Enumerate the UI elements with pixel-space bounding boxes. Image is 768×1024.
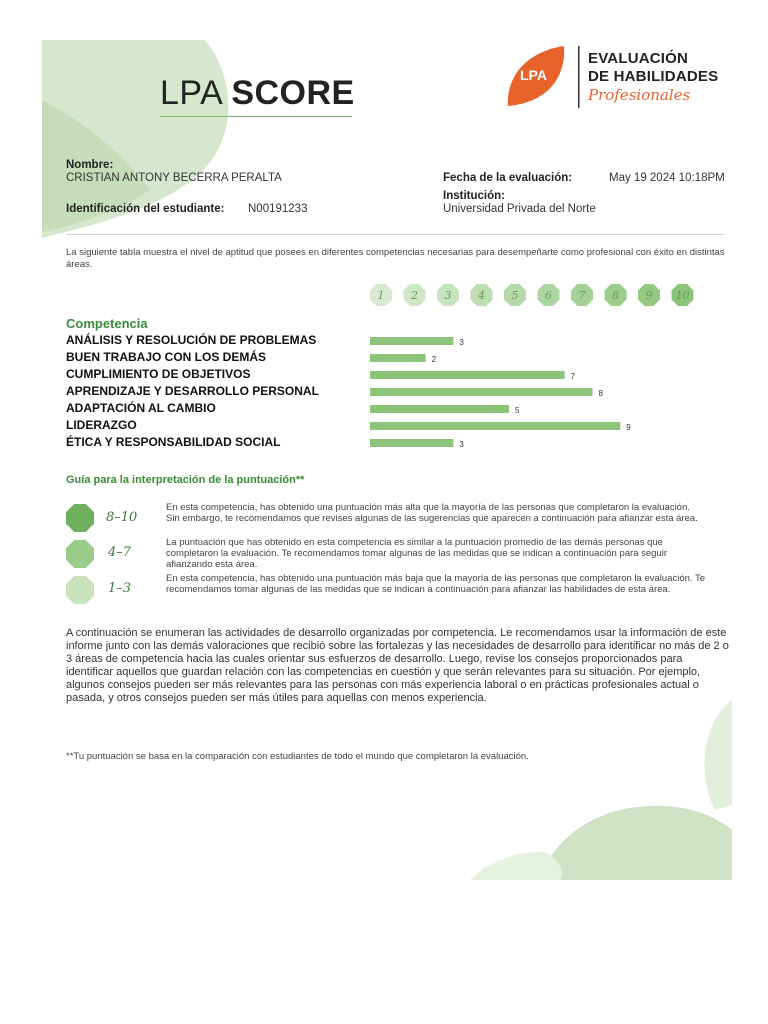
score-scale — [370, 283, 700, 307]
scale-label-9: 9 — [645, 289, 653, 302]
intro-text: La siguiente tabla muestra el nivel de aptitud que posees en diferentes competencias necesarias para desempeñarte como profesional con éxito en distintas áreas. — [66, 247, 725, 270]
competency-bar — [370, 405, 509, 413]
institution-label: Institución: — [443, 190, 505, 202]
competency-bar-value: 5 — [515, 406, 520, 415]
competency-bar — [370, 354, 426, 362]
bottom-leaf-shape-light — [470, 852, 562, 880]
name-label: Nombre: — [66, 159, 114, 171]
guide-range-low: 1–3 — [108, 581, 132, 596]
title-light: LPA — [160, 74, 222, 112]
guide-range-high: 8–10 — [106, 510, 138, 525]
competency-bar-value: 2 — [431, 355, 437, 364]
guide-octagon-low — [66, 576, 94, 604]
guide-text-mid: La puntuación que has obtenido en esta competencia es similar a la puntuación promedio de las demás personas que completaron la evaluación. Te recomendamos tomar algunas de las medidas que se indican a continuación para seguir afianzando esta área. — [166, 537, 667, 570]
competency-bar-chart — [370, 332, 690, 452]
guide-heading: Guía para la interpretación de la puntuación** — [66, 474, 305, 486]
competency-bar — [370, 439, 453, 447]
institution-value: Universidad Privada del Norte — [443, 203, 596, 215]
logo-text: LPA — [520, 67, 547, 83]
competency-name: BUEN TRABAJO CON LOS DEMÁS — [66, 350, 267, 364]
logo-divider — [578, 46, 580, 108]
competency-bar-value: 9 — [626, 423, 631, 432]
development-paragraph: A continuación se enumeran las actividades de desarrollo organizadas por competencia. Le recomendamos usar la información de este informe junto con las demás valoraciones que recibió sobre las fortalezas y las necesidades de desarrollo para identificar no más de 2 o 3 áreas de competencia hacia las cuales orientar sus esfuerzos de desarrollo. Luego, revise los consejos proporcionados para identificar aquellos que guardan relación con las competencias en cuestión y que serán relevantes para su situación. Por ejemplo, algunos consejos pueden ser más relevantes para las personas con más experiencia laboral o en prácticas profesionales actual o pasada, y otros consejos pueden ser más útiles para aquellas con menos experiencia. — [66, 627, 729, 704]
scale-label-8: 8 — [612, 289, 619, 302]
scale-label-7: 7 — [578, 289, 586, 302]
brand-line-3: Profesionales — [588, 86, 691, 104]
right-leaf-shape — [704, 700, 732, 810]
title-underline — [160, 116, 352, 117]
competency-header: Competencia — [66, 316, 148, 331]
brand-line-2: DE HABILIDADES — [588, 68, 719, 85]
date-value: May 19 2024 10:18PM — [609, 172, 725, 184]
competency-name: CUMPLIMIENTO DE OBJETIVOS — [66, 367, 251, 381]
brand-line-1: EVALUACIÓN — [588, 50, 689, 67]
guide-text-high: En esta competencia, has obtenido una puntuación más alta que la mayoría de las personas que completaron la evaluación. Sin embargo, te recomendamos que revises algunas de las sugerencias que aparecen a continuación para afianzar esta área. — [166, 502, 698, 524]
scale-label-1: 1 — [377, 289, 385, 302]
date-label: Fecha de la evaluación: — [443, 172, 573, 184]
footnote: **Tu puntuación se basa en la comparación con estudiantes de todo el mundo que completaron la evaluación. — [66, 751, 529, 762]
competency-name: ANÁLISIS Y RESOLUCIÓN DE PROBLEMAS — [66, 333, 317, 347]
divider — [66, 234, 724, 235]
competency-bar-value: 3 — [459, 440, 464, 449]
scale-label-2: 2 — [411, 289, 418, 302]
scale-label-10: 10 — [675, 289, 690, 302]
competency-name: ADAPTACIÓN AL CAMBIO — [66, 401, 216, 415]
competency-name: APRENDIZAJE Y DESARROLLO PERSONAL — [66, 384, 319, 398]
title-bold: SCORE — [231, 74, 355, 112]
competency-bar — [370, 337, 453, 345]
competency-bar — [370, 388, 592, 396]
competency-name: LIDERAZGO — [66, 418, 137, 432]
competency-name: ÉTICA Y RESPONSABILIDAD SOCIAL — [66, 435, 281, 449]
student-id-value: N00191233 — [248, 203, 308, 215]
guide-octagon-high — [66, 504, 94, 532]
page-title — [160, 74, 355, 113]
scale-label-5: 5 — [511, 289, 519, 302]
competency-bar — [370, 371, 565, 379]
guide-range-mid: 4–7 — [108, 545, 132, 560]
bottom-right-leaf-shape — [540, 806, 732, 880]
scale-label-4: 4 — [478, 289, 485, 302]
name-value: CRISTIAN ANTONY BECERRA PERALTA — [66, 172, 282, 184]
competency-bar — [370, 422, 620, 430]
guide-octagon-mid — [66, 540, 94, 568]
brand-text — [588, 50, 718, 104]
scale-label-6: 6 — [545, 289, 552, 302]
student-id-label: Identificación del estudiante: — [66, 203, 225, 215]
competency-bar-value: 7 — [570, 372, 576, 381]
competency-bar-value: 8 — [598, 389, 603, 398]
scale-label-3: 3 — [444, 289, 452, 302]
competency-bar-value: 3 — [459, 338, 464, 347]
guide-text-low: En esta competencia, has obtenido una puntuación más baja que la mayoría de las personas que completaron la evaluación. Te recomendamos tomar algunas de las medidas que se indican a continuación para afianzar las habilidades de esta área. — [166, 573, 706, 595]
